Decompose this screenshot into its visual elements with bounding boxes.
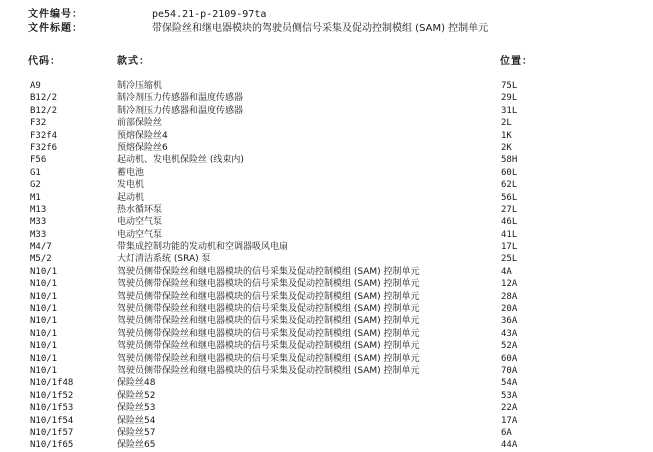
- component-description: 前部保险丝: [117, 118, 163, 129]
- table-row: [0, 167, 653, 179]
- component-location: 17A: [501, 415, 518, 426]
- component-location: 28A: [501, 291, 518, 302]
- component-code: F32f4: [30, 130, 58, 141]
- component-description: 驾驶员侧带保险丝和继电器模块的信号采集及促动控制模组 (SAM) 控制单元: [117, 341, 420, 352]
- component-code: N10/1f52: [30, 390, 74, 401]
- component-location: 52A: [501, 341, 518, 352]
- table-row: [0, 415, 653, 427]
- component-description: 驾驶员侧带保险丝和继电器模块的信号采集及促动控制模组 (SAM) 控制单元: [117, 266, 420, 277]
- component-code: N10/1f57: [30, 427, 74, 438]
- component-location: 31L: [501, 105, 518, 116]
- component-location: 2K: [501, 142, 512, 153]
- component-location: 27L: [501, 204, 518, 215]
- component-code: B12/2: [30, 105, 58, 116]
- component-code: F32: [30, 118, 47, 129]
- component-location: 25L: [501, 254, 518, 265]
- component-description: 预熔保险丝4: [117, 130, 168, 141]
- component-location: 75L: [501, 81, 518, 91]
- component-description: 保险丝52: [117, 390, 156, 401]
- column-header-loc: 位置：: [500, 56, 533, 67]
- component-code: M1: [30, 192, 41, 203]
- table-row: [0, 402, 653, 414]
- table-row: [0, 340, 653, 352]
- component-code: F32f6: [30, 142, 58, 153]
- table-row: [0, 278, 653, 290]
- component-description: 制冷剂压力传感器和温度传感器: [117, 93, 244, 104]
- component-location: 60L: [501, 167, 518, 178]
- component-description: 预熔保险丝6: [117, 142, 168, 153]
- component-location: 29L: [501, 93, 518, 104]
- column-header-desc: 款式：: [117, 56, 150, 67]
- table-row: [0, 204, 653, 216]
- component-description: 驾驶员侧带保险丝和继电器模块的信号采集及促动控制模组 (SAM) 控制单元: [117, 365, 420, 376]
- table-row: [0, 427, 653, 439]
- component-description: 电动空气泵: [117, 217, 163, 228]
- component-location: 22A: [501, 403, 518, 414]
- component-location: 56L: [501, 192, 518, 203]
- component-location: 36A: [501, 316, 518, 327]
- component-description: 驾驶员侧带保险丝和继电器模块的信号采集及促动控制模组 (SAM) 控制单元: [117, 304, 420, 315]
- component-location: 43A: [501, 328, 518, 339]
- component-code: N10/1f65: [30, 440, 74, 451]
- component-location: 17L: [501, 242, 518, 253]
- component-description: 保险丝48: [117, 378, 156, 389]
- table-row: [0, 266, 653, 278]
- component-description: 起动机: [117, 192, 145, 203]
- table-row: [0, 142, 653, 154]
- table-row: [0, 80, 653, 92]
- doc-number-value: pe54.21-p-2109-97ta: [152, 9, 267, 20]
- component-code: G2: [30, 180, 41, 191]
- component-description: 蓄电池: [117, 167, 145, 178]
- component-location: 54A: [501, 378, 518, 389]
- component-code: N10/1: [30, 365, 58, 376]
- component-code: N10/1: [30, 341, 58, 352]
- component-description: 带集成控制功能的发动机和空调器吸风电扇: [117, 242, 289, 253]
- table-row: [0, 117, 653, 129]
- component-code: F56: [30, 155, 47, 166]
- component-code: N10/1: [30, 353, 58, 364]
- table-row: [0, 365, 653, 377]
- component-location: 2L: [501, 118, 512, 129]
- component-description: 保险丝57: [117, 427, 156, 438]
- component-description: 热水循环泵: [117, 204, 163, 215]
- component-code: N10/1: [30, 304, 58, 315]
- table-row: [0, 253, 653, 265]
- table-row: [0, 92, 653, 104]
- component-description: 驾驶员侧带保险丝和继电器模块的信号采集及促动控制模组 (SAM) 控制单元: [117, 279, 420, 290]
- table-row: [0, 229, 653, 241]
- component-location: 1K: [501, 130, 512, 141]
- component-location: 46L: [501, 217, 518, 228]
- component-location: 6A: [501, 427, 512, 438]
- component-code: N10/1f54: [30, 415, 74, 426]
- table-row: [0, 130, 653, 142]
- component-description: 驾驶员侧带保险丝和继电器模块的信号采集及促动控制模组 (SAM) 控制单元: [117, 291, 420, 302]
- component-location: 44A: [501, 440, 518, 451]
- component-table: [0, 80, 653, 452]
- component-location: 53A: [501, 390, 518, 401]
- doc-number-label: 文件编号：: [28, 9, 83, 20]
- component-code: M13: [30, 204, 47, 215]
- component-description: 保险丝54: [117, 415, 156, 426]
- table-row: [0, 179, 653, 191]
- component-location: 20A: [501, 304, 518, 315]
- component-code: N10/1f53: [30, 403, 74, 414]
- component-description: 驾驶员侧带保险丝和继电器模块的信号采集及促动控制模组 (SAM) 控制单元: [117, 316, 420, 327]
- component-code: M33: [30, 229, 47, 240]
- component-code: N10/1f48: [30, 378, 74, 389]
- component-code: M5/2: [30, 254, 52, 265]
- table-row: [0, 291, 653, 303]
- component-description: 大灯清洁系统 (SRA) 泵: [117, 254, 211, 265]
- column-header-code: 代码：: [28, 56, 61, 67]
- table-row: [0, 377, 653, 389]
- component-code: M4/7: [30, 242, 52, 253]
- component-description: 保险丝53: [117, 403, 156, 414]
- table-row: [0, 216, 653, 228]
- component-location: 70A: [501, 365, 518, 376]
- doc-title-label: 文件标题：: [28, 23, 83, 34]
- table-row: [0, 303, 653, 315]
- table-row: [0, 154, 653, 166]
- component-code: B12/2: [30, 93, 58, 104]
- component-code: M33: [30, 217, 47, 228]
- component-location: 60A: [501, 353, 518, 364]
- component-code: N10/1: [30, 316, 58, 327]
- table-row: [0, 241, 653, 253]
- component-description: 制冷压缩机: [117, 81, 163, 91]
- component-description: 保险丝65: [117, 440, 156, 451]
- table-row: [0, 105, 653, 117]
- component-location: 4A: [501, 266, 512, 277]
- component-code: N10/1: [30, 279, 58, 290]
- table-row: [0, 328, 653, 340]
- table-row: [0, 390, 653, 402]
- doc-title-value: 带保险丝和继电器模块的驾驶员侧信号采集及促动控制模组 (SAM) 控制单元: [152, 23, 489, 34]
- component-description: 起动机、发电机保险丝 (线束内): [117, 155, 244, 166]
- component-description: 驾驶员侧带保险丝和继电器模块的信号采集及促动控制模组 (SAM) 控制单元: [117, 353, 420, 364]
- table-row: [0, 192, 653, 204]
- component-location: 41L: [501, 229, 518, 240]
- table-row: [0, 353, 653, 365]
- table-row: [0, 439, 653, 451]
- component-description: 电动空气泵: [117, 229, 163, 240]
- component-description: 制冷剂压力传感器和温度传感器: [117, 105, 244, 116]
- component-description: 发电机: [117, 180, 145, 191]
- component-code: N10/1: [30, 328, 58, 339]
- component-location: 62L: [501, 180, 518, 191]
- component-location: 58H: [501, 155, 518, 166]
- component-code: N10/1: [30, 291, 58, 302]
- component-location: 12A: [501, 279, 518, 290]
- component-code: G1: [30, 167, 41, 178]
- component-code: N10/1: [30, 266, 58, 277]
- table-row: [0, 315, 653, 327]
- component-code: A9: [30, 81, 41, 91]
- component-description: 驾驶员侧带保险丝和继电器模块的信号采集及促动控制模组 (SAM) 控制单元: [117, 328, 420, 339]
